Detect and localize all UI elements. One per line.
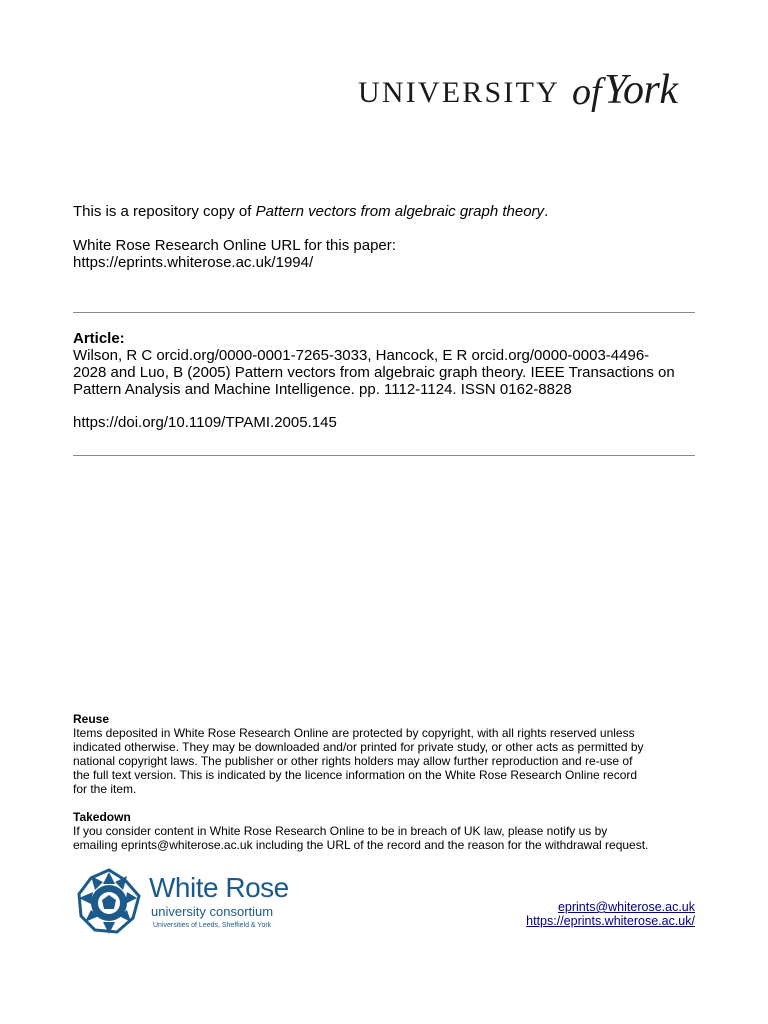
eprints-site-link[interactable]: https://eprints.whiterose.ac.uk/	[526, 914, 695, 928]
logo-university-text: UNIVERSITY	[358, 76, 560, 109]
divider-top	[73, 312, 695, 313]
takedown-line-1: If you consider content in White Rose Research Online to be in breach of UK law, please notify us by	[73, 824, 608, 838]
reuse-line-4: the full text version. This is indicated by the licence information on the White Rose Research Online record	[73, 768, 638, 782]
paper-url[interactable]: https://eprints.whiterose.ac.uk/1994/	[73, 254, 314, 271]
reuse-line-5: for the item.	[73, 782, 137, 796]
university-of-york-logo	[358, 66, 698, 122]
white-rose-emblem-icon	[73, 866, 145, 938]
reuse-heading: Reuse	[73, 712, 110, 726]
repository-copy-line	[73, 203, 698, 220]
takedown-line-2: emailing eprints@whiterose.ac.uk including the URL of the record and the reason for the withdrawal request.	[73, 838, 649, 852]
repository-copy-prefix: This is a repository copy of	[73, 203, 256, 220]
divider-bottom	[73, 455, 695, 456]
reuse-line-2: indicated otherwise. They may be downloaded and/or printed for private study, or other acts as permitted by	[73, 740, 644, 754]
takedown-heading: Takedown	[73, 810, 131, 824]
white-rose-universities: Universities of Leeds, Sheffield & York	[153, 922, 272, 929]
repository-copy-suffix: .	[544, 203, 549, 220]
reuse-line-1: Items deposited in White Rose Research Online are protected by copyright, with all rights reserved unless	[73, 726, 635, 740]
article-heading: Article:	[73, 330, 125, 347]
citation-line-2: 2028 and Luo, B (2005) Pattern vectors from algebraic graph theory. IEEE Transactions on	[73, 364, 675, 381]
logo-of-text: of	[572, 71, 602, 113]
contact-email-link[interactable]: eprints@whiterose.ac.uk	[557, 900, 695, 914]
white-rose-logo	[73, 866, 298, 938]
logo-york-text: York	[604, 67, 678, 113]
white-rose-subtitle: university consortium	[151, 904, 274, 919]
paper-title: Pattern vectors from algebraic graph theory	[255, 203, 545, 220]
citation-line-3: Pattern Analysis and Machine Intelligence. pp. 1112-1124. ISSN 0162-8828	[73, 381, 572, 398]
url-label: White Rose Research Online URL for this paper:	[73, 237, 396, 254]
citation-line-1: Wilson, R C orcid.org/0000-0001-7265-3033, Hancock, E R orcid.org/0000-0003-4496-	[73, 347, 650, 364]
white-rose-name: White Rose	[149, 872, 289, 903]
doi-link[interactable]: https://doi.org/10.1109/TPAMI.2005.145	[73, 414, 337, 431]
reuse-line-3: national copyright laws. The publisher or other rights holders may allow further reproduction and re-use of	[73, 754, 633, 768]
